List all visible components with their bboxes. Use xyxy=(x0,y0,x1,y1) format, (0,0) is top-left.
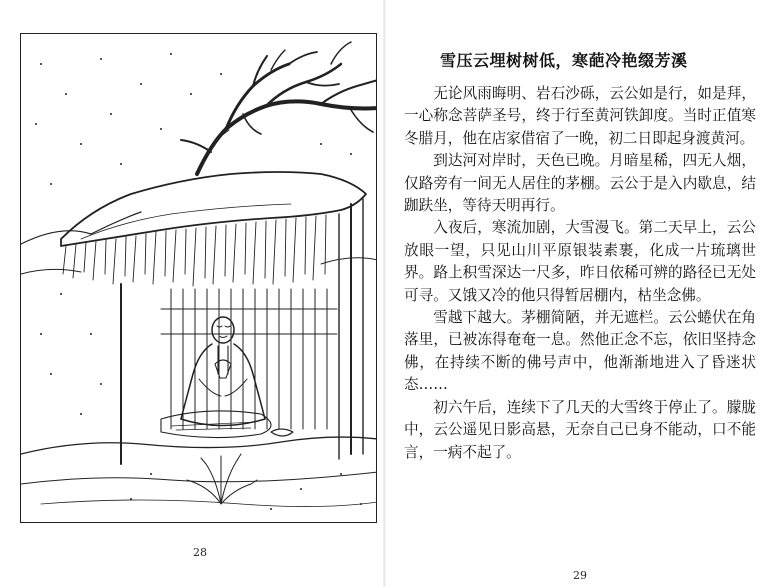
paragraph: 雪越下越大。茅棚简陋，并无遮栏。云公蜷伏在角落里，已被冻得奄奄一息。然他正念不忘，依旧坚持念佛，在持续不断的佛号声中，他渐渐地进入了昏迷状态…… xyxy=(404,309,756,394)
body-text xyxy=(404,83,756,464)
falling-snow xyxy=(35,53,362,510)
dry-shrub xyxy=(187,454,257,504)
paragraph: 无论风雨晦明、岩石沙砾，云公如是行，如是拜，一心称念菩萨圣号，终于行至黄河铁卸度。当时正值寒冬腊月，他在店家借宿了一晚，初二日即起身渡黄河。 xyxy=(404,85,756,147)
tree-trunk xyxy=(197,101,377,174)
snow-ground xyxy=(21,437,377,454)
paragraph: 初六午后，连续下了几天的大雪终于停止了。朦胧中，云公遥见日影高悬，无奈自己已身不能动，口不能言，一病不起了。 xyxy=(404,398,756,461)
monk-in-snowy-hut-illustration xyxy=(21,34,377,523)
alms-bowl xyxy=(271,429,293,436)
book-gutter xyxy=(383,0,386,587)
meditating-monk-figure xyxy=(181,317,265,426)
page-number-right: 29 xyxy=(573,569,587,582)
paragraph: 入夜后，寒流加剧，大雪漫飞。第二天早上，云公放眼一望，只见山川平原银装素裹，化成一片琉璃世界。路上积雪深达一尺多，昨日依稀可辨的路径已无处可寻。又饿又冷的他只得暂居棚内，枯坐念佛。 xyxy=(404,219,756,304)
paragraph: 到达河对岸时，天色已晚。月暗星稀，四无人烟，仅路旁有一间无人居住的茅棚。云公于是入内歇息，结跏趺坐，等待天明再行。 xyxy=(404,152,756,215)
illustration-frame xyxy=(20,33,377,523)
page-number-left: 28 xyxy=(193,546,207,559)
chapter-title: 雪压云埋树树低，寒葩冷艳缀芳溪 xyxy=(440,51,688,70)
